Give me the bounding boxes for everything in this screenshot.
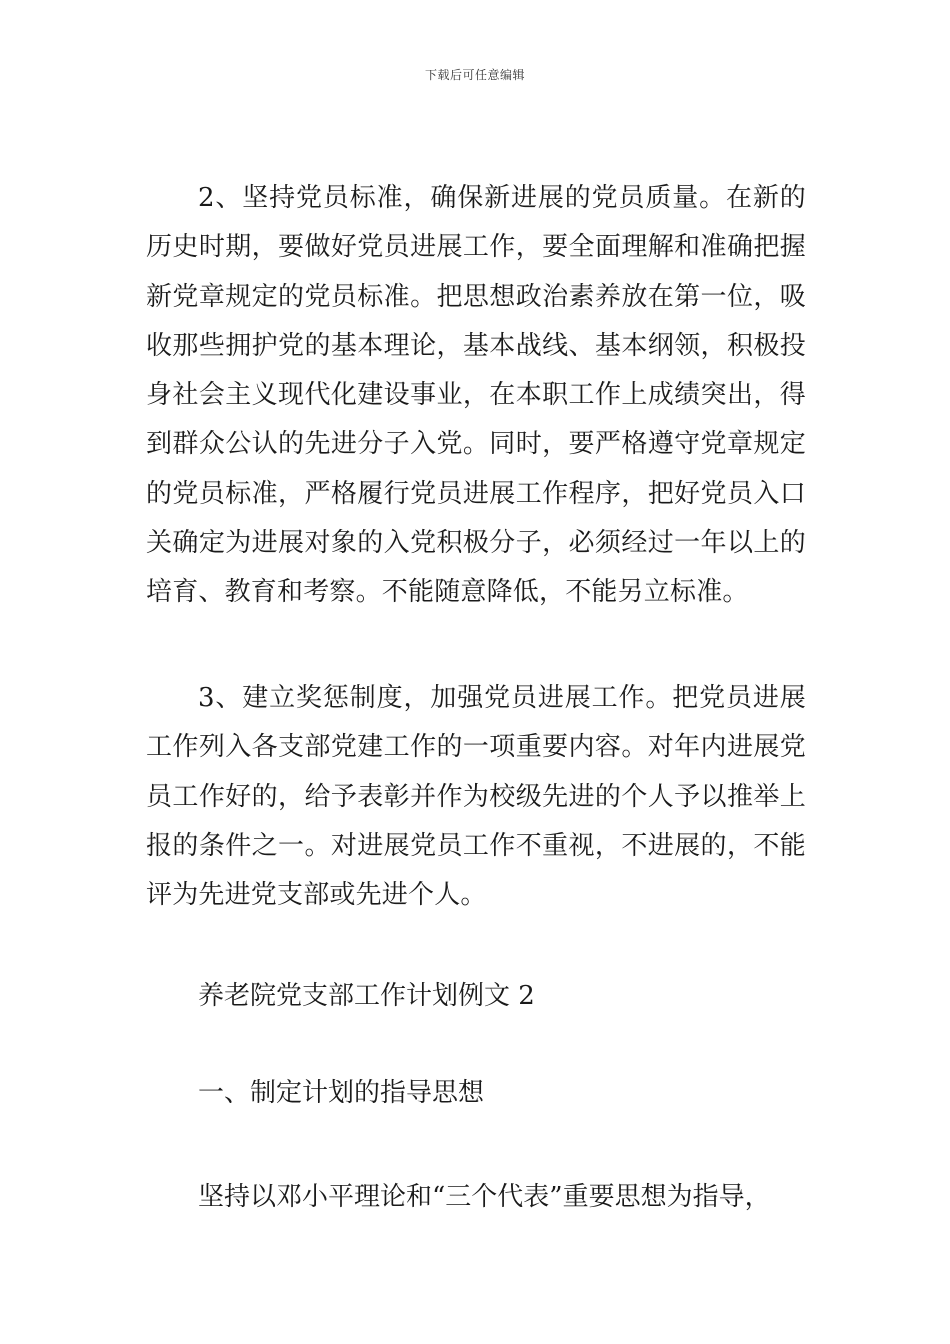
- paragraph-reward-system: 3、建立奖惩制度，加强党员进展工作。把党员进展工作列入各支部党建工作的一项重要内容。对年内进展党员工作好的，给予表彰并作为校级先进的个人予以推举上报的条件之一。对进展党员工作不重视，不进展的，不能评为先进党支部或先进个人。: [146, 683, 806, 911]
- paragraph-guiding-thought-start: 坚持以邓小平理论和“三个代表”重要思想为指导，: [198, 1182, 771, 1212]
- document-title-2: 养老院党支部工作计划例文 2: [198, 981, 535, 1011]
- header-note: 下载后可任意编辑: [424, 68, 525, 82]
- section-heading-guiding-thought: 一、制定计划的指导思想: [198, 1078, 485, 1108]
- paragraph-party-member-standard: 2、坚持党员标准，确保新进展的党员质量。在新的历史时期，要做好党员进展工作，要全面理解和准确把握新党章规定的党员标准。把思想政治素养放在第一位，吸收那些拥护党的基本理论，基本战线、基本纲领，积极投身社会主义现代化建设事业，在本职工作上成绩突出，得到群众公认的先进分子入党。同时，要严格遵守党章规定的党员标准，严格履行党员进展工作程序，把好党员入口关确定为进展对象的入党积极分子，必须经过一年以上的培育、教育和考察。不能随意降低，不能另立标准。: [146, 183, 806, 608]
